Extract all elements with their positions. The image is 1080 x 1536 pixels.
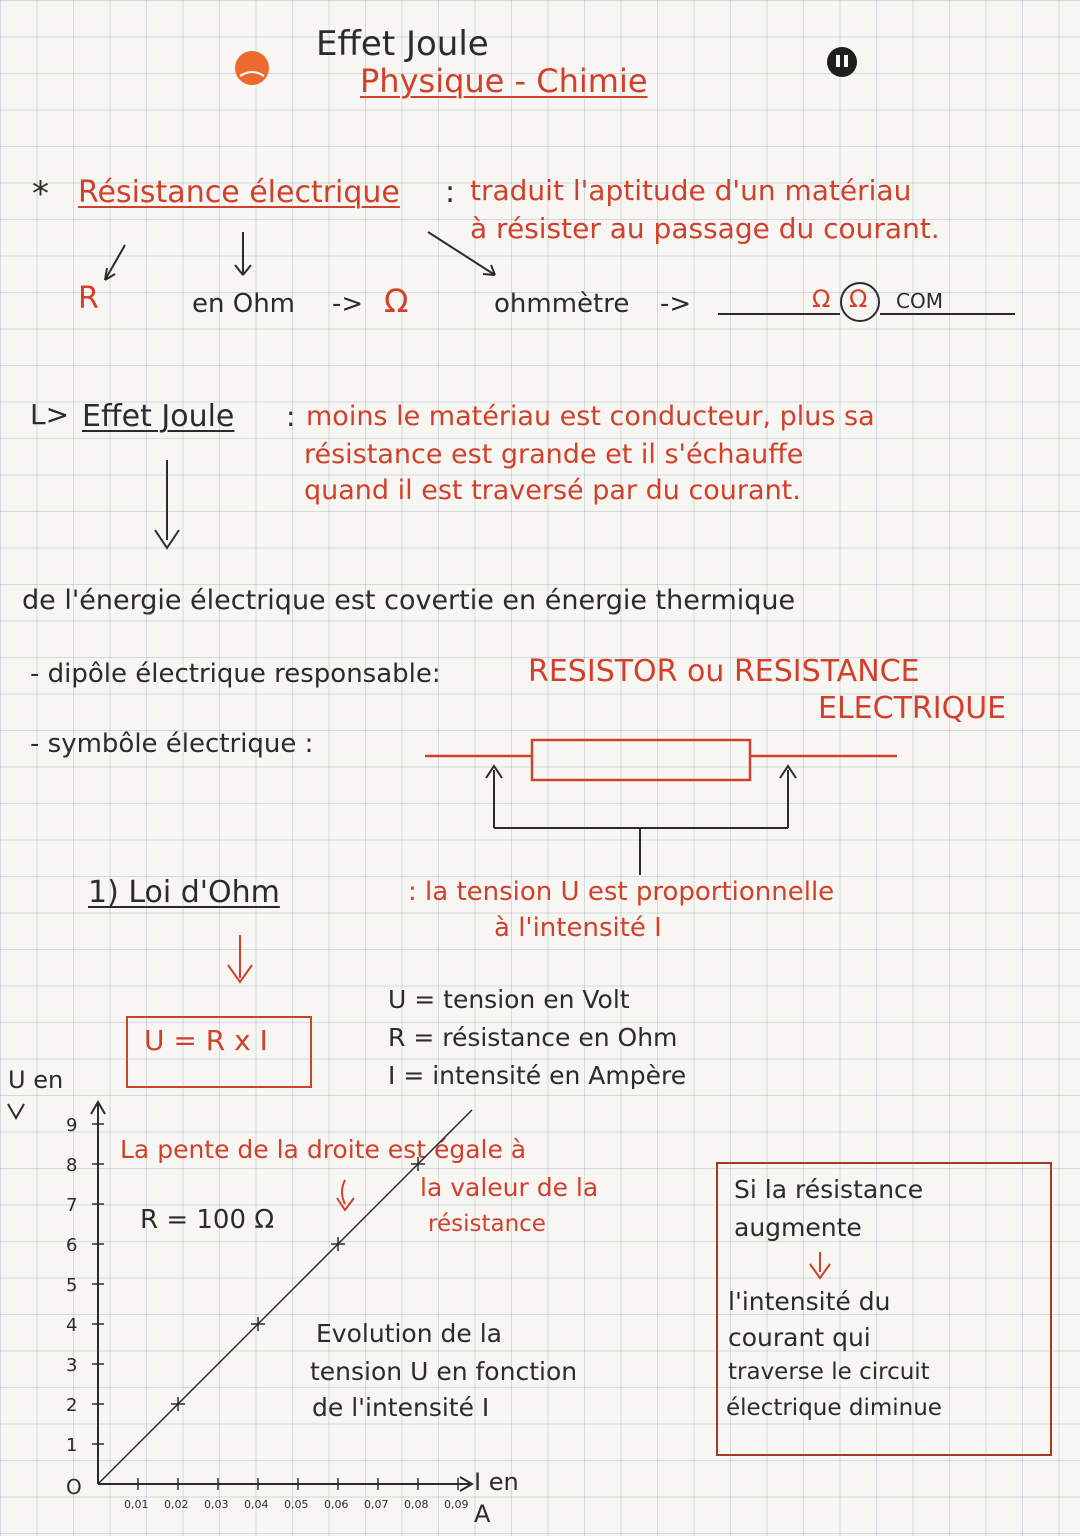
resistance-unit: en Ohm	[192, 289, 296, 319]
origin-label: O	[66, 1475, 82, 1499]
instrument-arrow: ->	[660, 289, 692, 319]
sidebox-line1: Si la résistance	[734, 1175, 924, 1204]
x-axis-label: I en	[474, 1468, 519, 1496]
resistance-colon: :	[445, 175, 456, 210]
symbol-label: - symbôle électrique :	[30, 729, 314, 759]
resistance-term: Résistance électrique	[78, 175, 400, 210]
y-tick-label: 1	[66, 1435, 78, 1456]
y-tick-label: 9	[66, 1115, 78, 1136]
x-tick-label: 0,05	[284, 1498, 309, 1511]
dipole-label: - dipôle électrique responsable:	[30, 659, 441, 689]
joule-definition-line1: moins le matériau est conducteur, plus sa	[306, 401, 875, 432]
resistance-unit-arrow: ->	[332, 289, 364, 319]
y-tick-label: 7	[66, 1195, 78, 1216]
slope-note-line3: résistance	[428, 1211, 546, 1237]
resistance-symbol-letter: R	[78, 281, 99, 316]
x-tick-label: 0,04	[244, 1498, 269, 1511]
joule-definition-line3: quand il est traversé par du courant.	[304, 475, 801, 506]
resistance-definition-line1: traduit l'aptitude d'un matériau	[470, 174, 912, 207]
ohm-symbol: Ω	[384, 282, 409, 320]
y-tick-label: 6	[66, 1235, 78, 1256]
sidebox-line6: électrique diminue	[726, 1395, 942, 1421]
legend-voltage: U = tension en Volt	[388, 985, 630, 1014]
joule-definition-line2: résistance est grande et il s'échauffe	[304, 439, 804, 470]
x-tick-label: 0,06	[324, 1498, 349, 1511]
dipole-value-line1: RESISTOR ou RESISTANCE	[528, 654, 920, 689]
x-tick-label: 0,03	[204, 1498, 229, 1511]
graph-caption-line3: de l'intensité I	[312, 1393, 490, 1422]
y-tick-label: 2	[66, 1395, 78, 1416]
x-tick-label: 0,02	[164, 1498, 189, 1511]
ohm-law-heading: 1) Loi d'Ohm	[88, 875, 280, 910]
dipole-value-line2: ELECTRIQUE	[818, 691, 1007, 726]
x-tick-label: 0,01	[124, 1498, 149, 1511]
ohm-statement-line1: : la tension U est proportionnelle	[408, 877, 835, 907]
meter-com-terminal: COM	[896, 289, 943, 313]
slope-note-line1: La pente de la droite est égale à	[120, 1135, 527, 1164]
slope-note-line2: la valeur de la	[420, 1173, 599, 1202]
instrument-name: ohmmètre	[494, 289, 630, 319]
page-subtitle: Physique - Chimie	[360, 62, 648, 100]
meter-terminal-omega: Ω	[812, 285, 831, 313]
resistance-definition-line2: à résister au passage du courant.	[470, 212, 940, 245]
x-axis-unit-label: A	[474, 1500, 491, 1528]
graph-resistance-label: R = 100 Ω	[140, 1205, 275, 1235]
y-tick-label: 4	[66, 1315, 78, 1336]
y-axis-label-arrow	[8, 1104, 24, 1118]
ohm-formula: U = R x I	[144, 1024, 268, 1057]
x-tick-label: 0,07	[364, 1498, 389, 1511]
joule-colon: :	[286, 400, 296, 433]
ohm-statement-line2: à l'intensité I	[494, 913, 662, 943]
y-tick-label: 3	[66, 1355, 78, 1376]
x-tick-label: 0,08	[404, 1498, 429, 1511]
legend-resistance: R = résistance en Ohm	[388, 1023, 678, 1052]
x-tick-label: 0,09	[444, 1498, 469, 1511]
bullet-star: *	[32, 174, 49, 214]
page-title: Effet Joule	[316, 24, 489, 64]
joule-term: Effet Joule	[82, 399, 235, 434]
joule-arrow: L>	[30, 398, 70, 431]
sidebox-line3: l'intensité du	[728, 1287, 891, 1316]
legend-intensity: I = intensité en Ampère	[388, 1061, 687, 1090]
series-line	[98, 1110, 472, 1484]
y-tick-label: 5	[66, 1275, 78, 1296]
energy-conversion-text: de l'énergie électrique est covertie en énergie thermique	[22, 585, 796, 616]
y-tick-label: 8	[66, 1155, 78, 1176]
sidebox-line2: augmente	[734, 1213, 862, 1242]
sidebox-line5: traverse le circuit	[728, 1359, 930, 1385]
sidebox-line4: courant qui	[728, 1323, 871, 1352]
meter-center-omega: Ω	[849, 285, 868, 313]
graph-caption-line2: tension U en fonction	[310, 1357, 578, 1386]
graph-caption-line1: Evolution de la	[316, 1319, 502, 1348]
y-axis-label: U en	[8, 1066, 64, 1094]
